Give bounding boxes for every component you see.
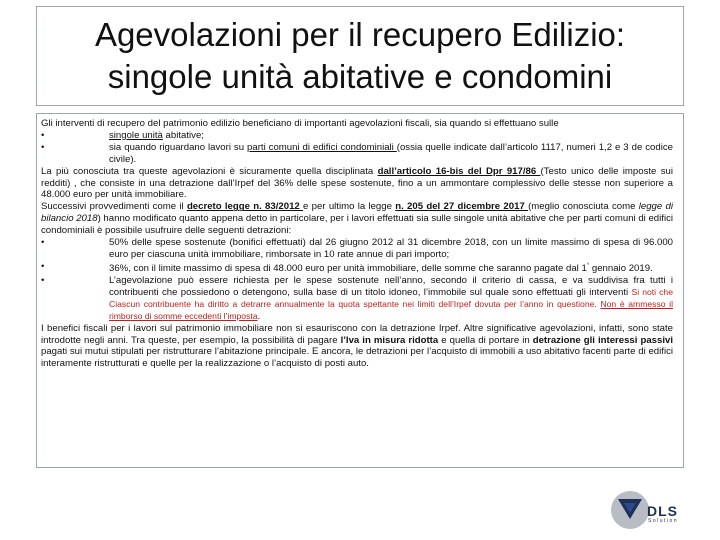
paragraph-provvedimenti: Successivi provvedimenti come il decreto legge n. 83/2012 e per ultimo la legge n. 205 del 27 dicembre 2017 (meglio conosciuta come legge di bilancio 2018) hanno modificato quanto appena detto in particolare, per i lavori effettuati sia sulle singole unità abitative che per parti comuni di edifici condominiali è possibile usufruire delle seguenti detrazioni: xyxy=(41,201,674,237)
bullet-50-percent: • 50% delle spese sostenute (bonifici effettuati) dal 26 giugno 2012 al 31 dicembre 2018, con un limite massimo di spesa di 96.000 euro per ciascuna unità immobiliare, rimborsate in 10 rate annue di pari importo; xyxy=(41,237,673,260)
logo-name: DLS xyxy=(647,503,678,519)
bullet-singole-unita: • singole unità abitative; xyxy=(41,129,204,141)
bullet-36-percent: • 36%, con il limite massimo di spesa di 48.000 euro per unità immobiliare, delle somme che saranno pagate dal 1° gennaio 2019. xyxy=(41,260,653,275)
title-line-1: Agevolazioni per il recupero Edilizio: xyxy=(94,16,626,53)
slide-title xyxy=(36,6,684,106)
bullet-dot: • xyxy=(41,141,45,153)
bullet-dot: • xyxy=(41,260,45,272)
link-art16bis: dall’articolo 16-bis del Dpr 917/86 xyxy=(377,165,541,177)
paragraph-intro: Gli interventi di recupero del patrimonio edilizio beneficiano di importanti agevolazioni fiscali, sia quando si effettuano sulle xyxy=(41,118,559,129)
bullet-parti-comuni: • sia quando riguardano lavori su parti comuni di edifici condominiali (ossia quelle indicate dall’articolo 1117, numeri 1,2 e 3 de codice civile). xyxy=(41,141,673,165)
paragraph-art16bis: La più conosciuta tra queste agevolazioni è sicuramente quella disciplinata dall’articolo 16-bis del Dpr 917/86 (Testo unico delle imposte sui redditi) , che consiste in una detrazione dall’Irpef del 36% delle spese sostenute, fino a un ammontare complessivo delle stesse non superiore a 48.000 euro per unità immobiliare. xyxy=(41,165,673,201)
logo-sub: Solution xyxy=(648,518,679,524)
link-decreto: decreto legge n. 83/2012 xyxy=(186,201,304,213)
paragraph-benefici: I benefici fiscali per i lavori sul patrimonio immobiliare non si esauriscono con la detrazione Irpef. Altre significative agevolazioni, infatti, sono state introdotte negli anni. Tra queste, per esempio, la possibilità di pagare l’Iva in misura ridotta e quella di portare in detrazione gli interessi passivi pagati sui mutui stipulati per ristrutturare l’abitazione principale. E ancora, le detrazioni per l’acquisto di immobili a uso abitativo facenti parte di edifici interamente ristrutturati e quelle per la realizzazione o l’acquisto di posti auto. xyxy=(41,322,674,370)
bullet-dot: • xyxy=(41,237,45,249)
bullet-agevolazione: • L’agevolazione può essere richiesta per le spese sostenute nell’anno, secondo il criterio di cassa, e va suddivisa fra tutti i contribuenti che possiedono o detengono, sulla base di un titolo idoneo, l’immobile sul quale sono effettuati gli interventi Si noti che Ciascun contribuente ha diritto a detrarre annualmente la quota spettante nei limiti dell’Irpef dovuta per l’anno in questione. Non è ammesso il rimborso di somme eccedenti l’imposta. xyxy=(41,274,673,322)
bullet-dot: • xyxy=(41,129,45,141)
bullet-dot: • xyxy=(41,274,45,286)
title-line-2: singole unità abitative e condomini xyxy=(107,58,613,95)
content-body xyxy=(36,113,684,468)
link-legge: n. 205 del 27 dicembre 2017 xyxy=(395,201,529,213)
